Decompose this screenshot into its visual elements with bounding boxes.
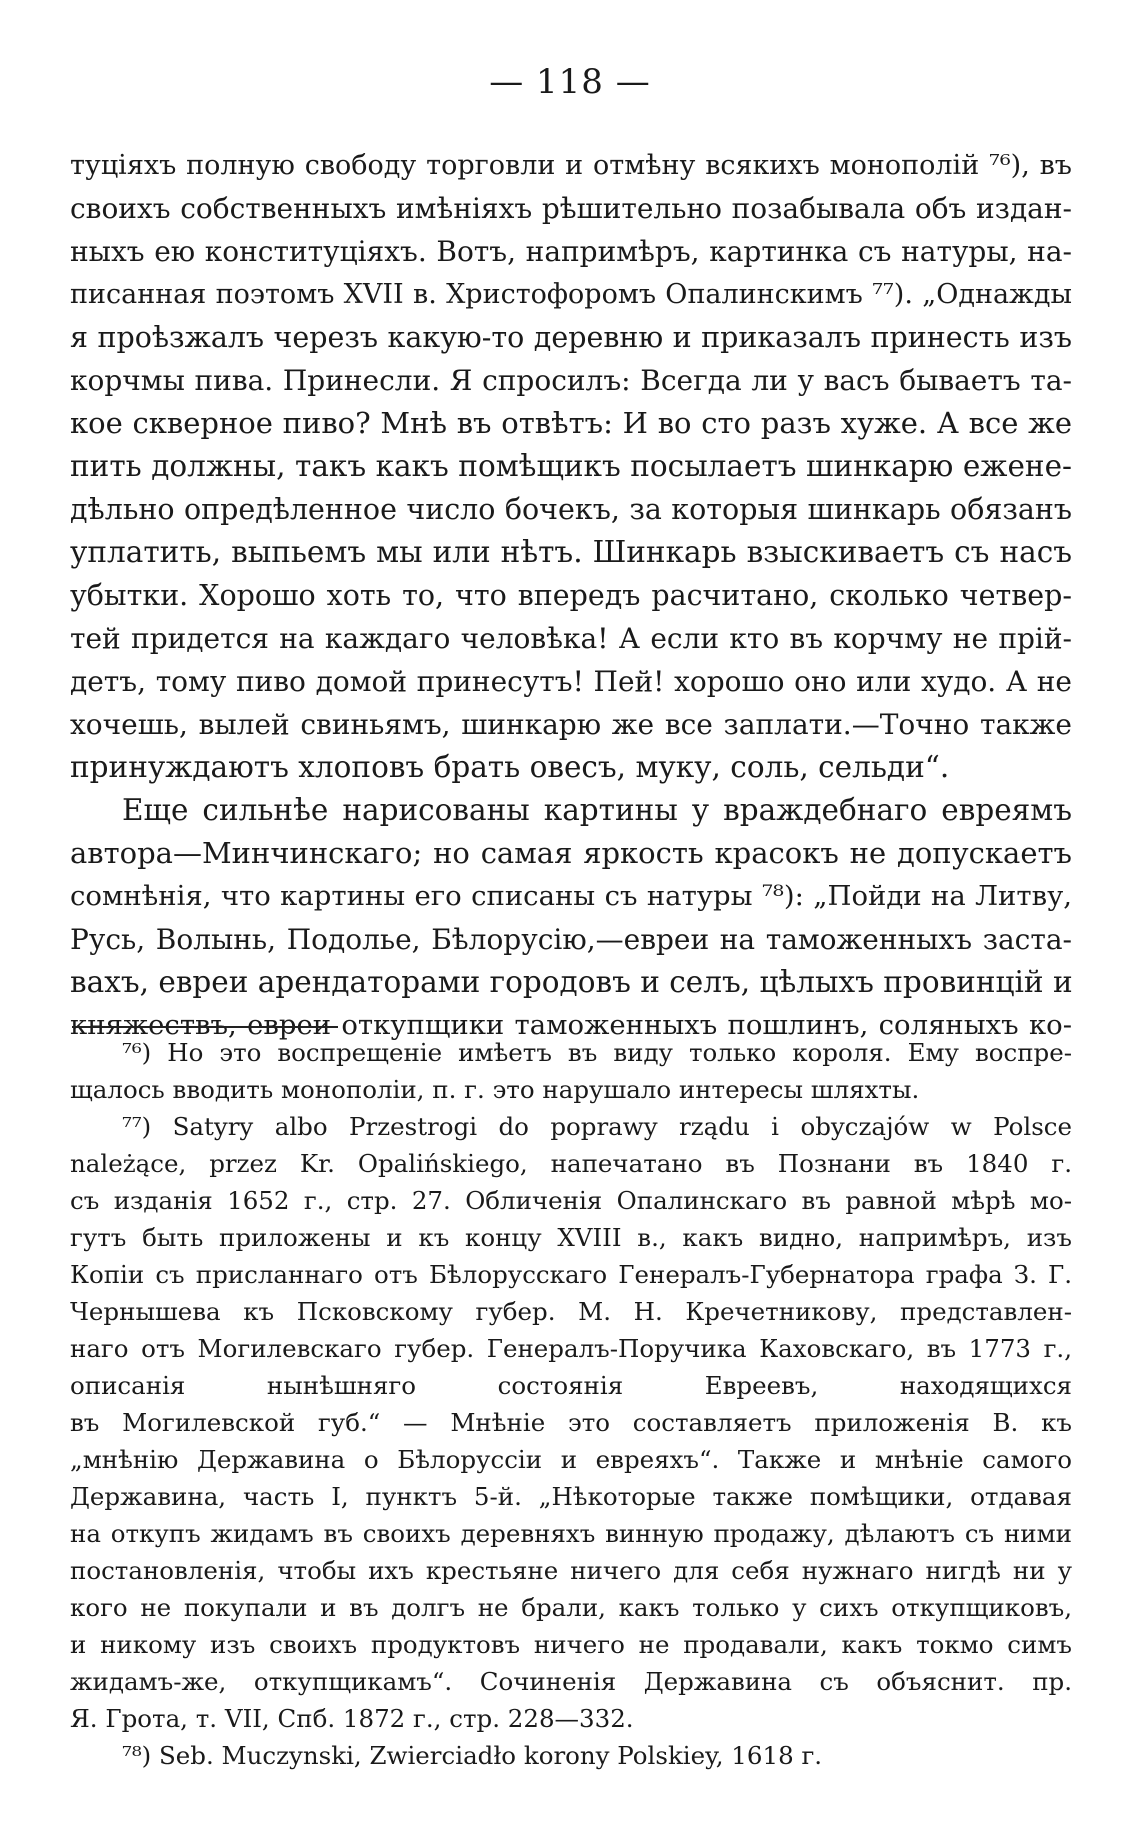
- footnote-76-line: щалось вводить монополіи, п. г. это нарушало интересы шляхты.: [70, 1075, 920, 1104]
- footnote-77-line: należące, przez Kr. Opalińskiego, напечатано въ Познани въ 1840 г.: [70, 1149, 1072, 1178]
- text-line: кое скверное пиво? Мнѣ въ отвѣтъ: И во сто разъ хуже. А все же: [70, 406, 1072, 440]
- footnote-77-line: въ Могилевской губ.“ — Мнѣніе это составляетъ приложенія В. къ: [70, 1408, 1072, 1437]
- footnote-77-line: наго отъ Могилевскаго губер. Генералъ-Поручика Каховскаго, въ 1773 г.,: [70, 1334, 1072, 1363]
- footnote-77-line: и никому изъ своихъ продуктовъ ничего не продавали, какъ токмо симъ: [70, 1630, 1072, 1659]
- main-text: [70, 144, 1072, 1047]
- text-line: пить должны, такъ какъ помѣщикъ посылаетъ шинкарю еженe-: [70, 449, 1072, 483]
- text-line: дѣльно опредѣленное число бочекъ, за которыя шинкарь обязанъ: [70, 493, 1072, 526]
- footnote-separator: [72, 1026, 338, 1028]
- text-line: туціяхъ полную свободу торговли и отмѣну всякихъ монополій ⁷⁶), въ: [70, 150, 1072, 181]
- text-line: тей придется на каждаго человѣка! А если кто въ корчму не прій-: [70, 622, 1072, 655]
- footnote-77-line: на откупъ жидамъ въ своихъ деревняхъ винную продажу, дѣлаютъ съ ними: [70, 1519, 1072, 1548]
- footnote-77-line: гутъ быть приложены и къ концу XVIII в., какъ видно, напримѣръ, изъ: [70, 1223, 1072, 1252]
- footnote-77-line: Державина, часть I, пунктъ 5-й. „Нѣкоторые также помѣщики, отдавая: [70, 1482, 1072, 1511]
- text-line: княжествъ, евреи откупщики таможенныхъ пошлинъ, соляныхъ ко-: [70, 1009, 1072, 1041]
- footnote-77-line: съ изданія 1652 г., стр. 27. Обличенія Опалинскаго въ равной мѣрѣ мо-: [70, 1186, 1072, 1215]
- text-line: принуждаютъ хлоповъ брать овесъ, муку, соль, сельди“.: [70, 750, 950, 784]
- text-line: вахъ, евреи арендаторами городовъ и селъ, цѣлыхъ провинцій и: [70, 965, 1073, 999]
- text-line: сомнѣнія, что картины его списаны съ натуры ⁷⁸): „Пойди на Литву,: [70, 880, 1072, 912]
- text-line: писанная поэтомъ XVII в. Христофоромъ Опалинскимъ ⁷⁷). „Однажды: [70, 279, 1072, 310]
- footnote-77-line: „мнѣнію Державина о Бѣлоруссіи и евреяхъ“. Также и мнѣніе самого: [70, 1445, 1072, 1474]
- footnote-77-line: Копіи съ присланнаго отъ Бѣлорусскаго Генералъ-Губернатора графа З. Г.: [70, 1260, 1072, 1289]
- paragraph-start-line: Еще сильнѣе нарисованы картины у враждебнаго евреямъ: [122, 793, 1072, 827]
- text-line: ныхъ ею конституціяхъ. Вотъ, напримѣръ, картинка съ натуры, на-: [70, 235, 1072, 268]
- page-number: — 118 —: [489, 62, 651, 102]
- footnotes: [70, 1034, 1072, 1774]
- footnote-77-line: Я. Грота, т. VII, Спб. 1872 г., стр. 228—332.: [70, 1704, 634, 1733]
- text-line: я проѣзжалъ черезъ какую-то деревню и приказалъ принесть изъ: [70, 321, 1072, 354]
- text-line: детъ, тому пиво домой принесутъ! Пей! хорошо оно или худо. А не: [70, 665, 1072, 698]
- footnote-77-line: кого не покупали и въ долгъ не брали, какъ только у сихъ откупщиковъ,: [70, 1593, 1072, 1622]
- footnote-77-line: постановленія, чтобы ихъ крестьяне ничего для себя нужнаго нигдѣ ни у: [70, 1556, 1072, 1585]
- text-line: Русь, Волынь, Подолье, Бѣлорусію,—евреи на таможенныхъ заста-: [70, 923, 1072, 956]
- footnote-78-line: ⁷⁸) Seb. Muczynski, Zwierciadło korony Polskiey, 1618 г.: [122, 1741, 823, 1770]
- footnote-77-line: жидамъ-же, откупщикамъ“. Сочиненія Державина съ объяснит. пр.: [70, 1667, 1072, 1696]
- text-line: уплатить, выпьемъ мы или нѣтъ. Шинкарь взыскиваетъ съ насъ: [70, 535, 1072, 569]
- footnote-77-line: ⁷⁷) Satyry albo Przestrogi do poprawy rządu i obyczajów w Polsce: [122, 1112, 1072, 1141]
- text-line: хочешь, вылей свиньямъ, шинкарю же все заплати.—Точно также: [70, 708, 1072, 741]
- text-line: корчмы пива. Принесли. Я спросилъ: Всегда ли у васъ бываетъ та-: [70, 364, 1072, 397]
- footnote-77-line: описанія нынѣшняго состоянія Евреевъ, находящихся: [70, 1371, 1072, 1400]
- footnote-77-line: Чернышева къ Псковскому губер. М. Н. Кречетникову, представлен-: [70, 1297, 1072, 1326]
- text-line: убытки. Хорошо хоть то, что впередъ расчитано, сколько четвер-: [70, 579, 1072, 612]
- footnote-76-line: ⁷⁶) Но это воспрещеніе имѣетъ въ виду только короля. Ему воспре-: [122, 1038, 1072, 1067]
- text-line: автора—Минчинскаго; но самая яркость красокъ не допускаетъ: [70, 836, 1072, 870]
- text-line: своихъ собственныхъ имѣніяхъ рѣшительно позабывала объ издан-: [70, 192, 1072, 225]
